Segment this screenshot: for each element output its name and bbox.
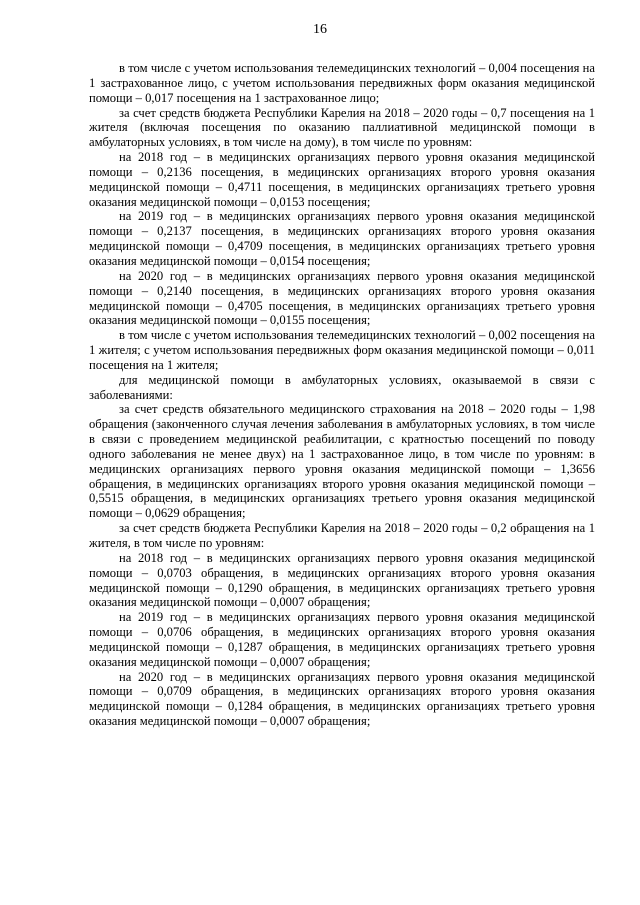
paragraph-telemedicine-insured: в том числе с учетом использования телемедицинских технологий – 0,004 посещения на 1 застрахованное лицо, с учетом использования передвижных форм оказания медицинской помощи – 0,017 посещения на 1 застрахованное лицо;: [89, 61, 595, 105]
paragraph-appeals-2020: на 2020 год – в медицинских организациях первого уровня оказания медицинской помощи – 0,0709 обращения, в медицинских организациях второго уровня оказания медицинской помощи – 0,1284 обращения, в медицинских организациях третьего уровня оказания медицинской помощи – 0,0007 обращения;: [89, 669, 595, 729]
paragraph-telemedicine-residents: в том числе с учетом использования телемедицинских технологий – 0,002 посещения на 1 жителя; с учетом использования передвижных форм оказания медицинской помощи – 0,011 посещения на 1 жителя;: [89, 328, 595, 372]
paragraph-visits-2019: на 2019 год – в медицинских организациях первого уровня оказания медицинской помощи – 0,2137 посещения, в медицинских организациях второго уровня оказания медицинской помощи – 0,4709 посещения, в медицинских организациях третьего уровня оказания медицинской помощи – 0,0154 посещения;: [89, 209, 595, 268]
paragraph-budget-visits: за счет средств бюджета Республики Карелия на 2018 – 2020 годы – 0,7 посещения на 1 жителя (включая посещения по оказанию паллиативной медицинской помощи в амбулаторных условиях, в том числе на дому), в том числе по уровням:: [89, 105, 595, 150]
document-body: [89, 61, 595, 729]
paragraph-appeals-2018: на 2018 год – в медицинских организациях первого уровня оказания медицинской помощи – 0,0703 обращения, в медицинских организациях второго уровня оказания медицинской помощи – 0,1290 обращения, в медицинских организациях третьего уровня оказания медицинской помощи – 0,0007 обращения;: [89, 550, 595, 610]
paragraph-visits-2020: на 2020 год – в медицинских организациях первого уровня оказания медицинской помощи – 0,2140 посещения, в медицинских организациях второго уровня оказания медицинской помощи – 0,4705 посещения, в медицинских организациях третьего уровня оказания медицинской помощи – 0,0155 посещения;: [89, 268, 595, 328]
paragraph-disease-care-heading: для медицинской помощи в амбулаторных условиях, оказываемой в связи с заболеваниями:: [89, 372, 595, 402]
paragraph-oms-appeals: за счет средств обязательного медицинского страхования на 2018 – 2020 годы – 1,98 обращения (законченного случая лечения заболевания в амбулаторных условиях, в том числе в связи с проведением медицинской реабилитации, с кратностью посещений по поводу одного заболевания не менее двух) на 1 застрахованное лицо, в том числе по уровням: в медицинских организациях первого уровня оказания медицинской помощи – 1,3656 обращения, в медицинских организациях второго уровня оказания медицинской помощи – 0,5515 обращения, в медицинских организациях третьего уровня оказания медицинской помощи – 0,0629 обращения;: [89, 402, 595, 521]
paragraph-visits-2018: на 2018 год – в медицинских организациях первого уровня оказания медицинской помощи – 0,2136 посещения, в медицинских организациях второго уровня оказания медицинской помощи – 0,4711 посещения, в медицинских организациях третьего уровня оказания медицинской помощи – 0,0153 посещения;: [89, 150, 595, 209]
paragraph-appeals-2019: на 2019 год – в медицинских организациях первого уровня оказания медицинской помощи – 0,0706 обращения, в медицинских организациях второго уровня оказания медицинской помощи – 0,1287 обращения, в медицинских организациях третьего уровня оказания медицинской помощи – 0,0007 обращения;: [89, 610, 595, 669]
paragraph-budget-appeals: за счет средств бюджета Республики Карелия на 2018 – 2020 годы – 0,2 обращения на 1 жителя, в том числе по уровням:: [89, 521, 595, 550]
page-number: 16: [313, 22, 327, 37]
